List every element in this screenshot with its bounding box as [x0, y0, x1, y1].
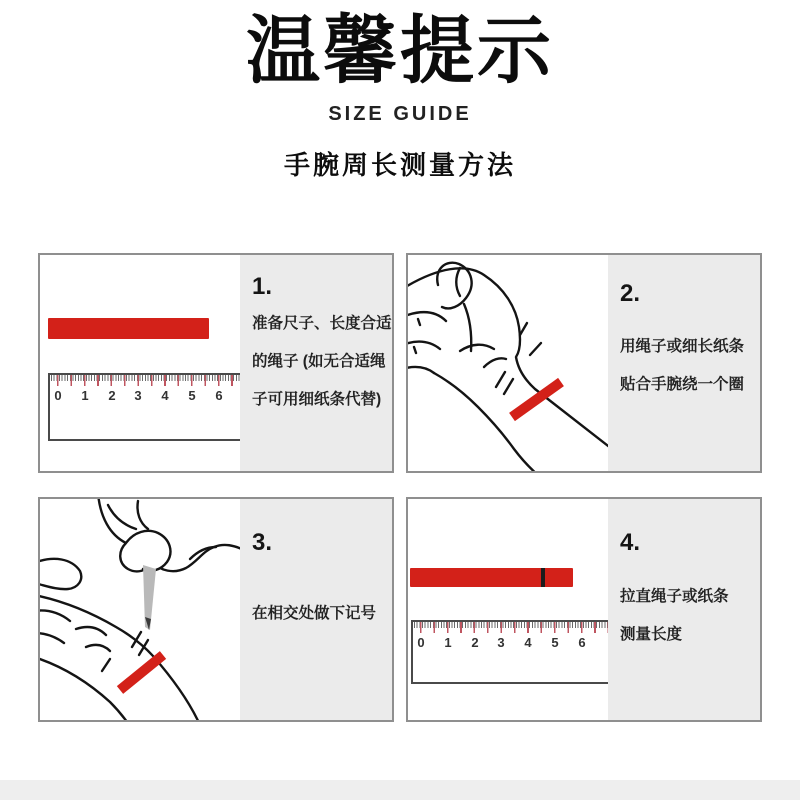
ruler-illustration	[48, 373, 240, 441]
step-text-line: 拉直绳子或纸条	[620, 588, 729, 605]
ruler-number: 6	[578, 635, 586, 650]
footer-bar	[0, 780, 800, 800]
step-text-line: 贴合手腕绕一个圈	[620, 376, 745, 393]
ruler-number: 6	[215, 388, 223, 403]
step2-illustration	[408, 255, 608, 471]
step-text-line: 的绳子 (如无合适绳	[252, 353, 386, 370]
ruler-number: 0	[54, 388, 62, 403]
ruler-numbers	[413, 635, 608, 653]
red-wrist-band	[120, 655, 163, 690]
ruler-number: 5	[551, 635, 559, 650]
step-panel-3	[38, 497, 394, 722]
ruler-number: 3	[134, 388, 142, 403]
step3-text	[240, 499, 392, 720]
step-number: 1.	[252, 273, 273, 300]
step-text-line: 在相交处做下记号	[252, 605, 377, 622]
step-panel-1	[38, 253, 394, 473]
ruler-ticks	[414, 622, 608, 635]
page-title: 温馨提示	[246, 9, 554, 92]
ruler-number: 3	[497, 635, 505, 650]
step-text-line: 子可用细纸条代替)	[252, 391, 382, 408]
ruler-number: 5	[188, 388, 196, 403]
step-number: 2.	[620, 280, 641, 307]
red-string-strip	[48, 318, 209, 339]
marking-hand-illustration	[40, 499, 240, 720]
ruler-number: 1	[81, 388, 89, 403]
step-number: 3.	[252, 529, 273, 556]
measured-strip	[410, 568, 573, 587]
steps-grid	[38, 253, 762, 722]
step2-text	[608, 255, 760, 471]
ruler-number: 4	[161, 388, 169, 403]
ruler-number: 2	[108, 388, 116, 403]
step4-text	[608, 499, 760, 720]
ruler-number: 2	[471, 635, 479, 650]
ruler-ticks	[51, 375, 240, 388]
ruler-number: 0	[417, 635, 425, 650]
step-text-line: 准备尺子、长度合适	[252, 315, 392, 332]
ruler-illustration	[411, 620, 608, 684]
method-title: 手腕周长测量方法	[283, 150, 516, 180]
strip-mark	[541, 568, 545, 587]
step-panel-4	[406, 497, 762, 722]
step4-illustration	[408, 499, 608, 720]
step1-text	[240, 255, 392, 471]
step1-illustration	[40, 255, 240, 471]
step3-illustration	[40, 499, 240, 720]
red-wrist-band	[512, 382, 561, 417]
size-guide-subtitle: SIZE GUIDE	[328, 103, 472, 125]
ruler-number: 1	[444, 635, 452, 650]
step-panel-2	[406, 253, 762, 473]
step-text-line: 用绳子或细长纸条	[620, 338, 745, 355]
ruler-numbers	[50, 388, 240, 406]
hand-wrist-illustration	[408, 255, 608, 471]
ruler-number: 4	[524, 635, 532, 650]
step-text-line: 测量长度	[620, 626, 683, 643]
step-number: 4.	[620, 529, 641, 556]
